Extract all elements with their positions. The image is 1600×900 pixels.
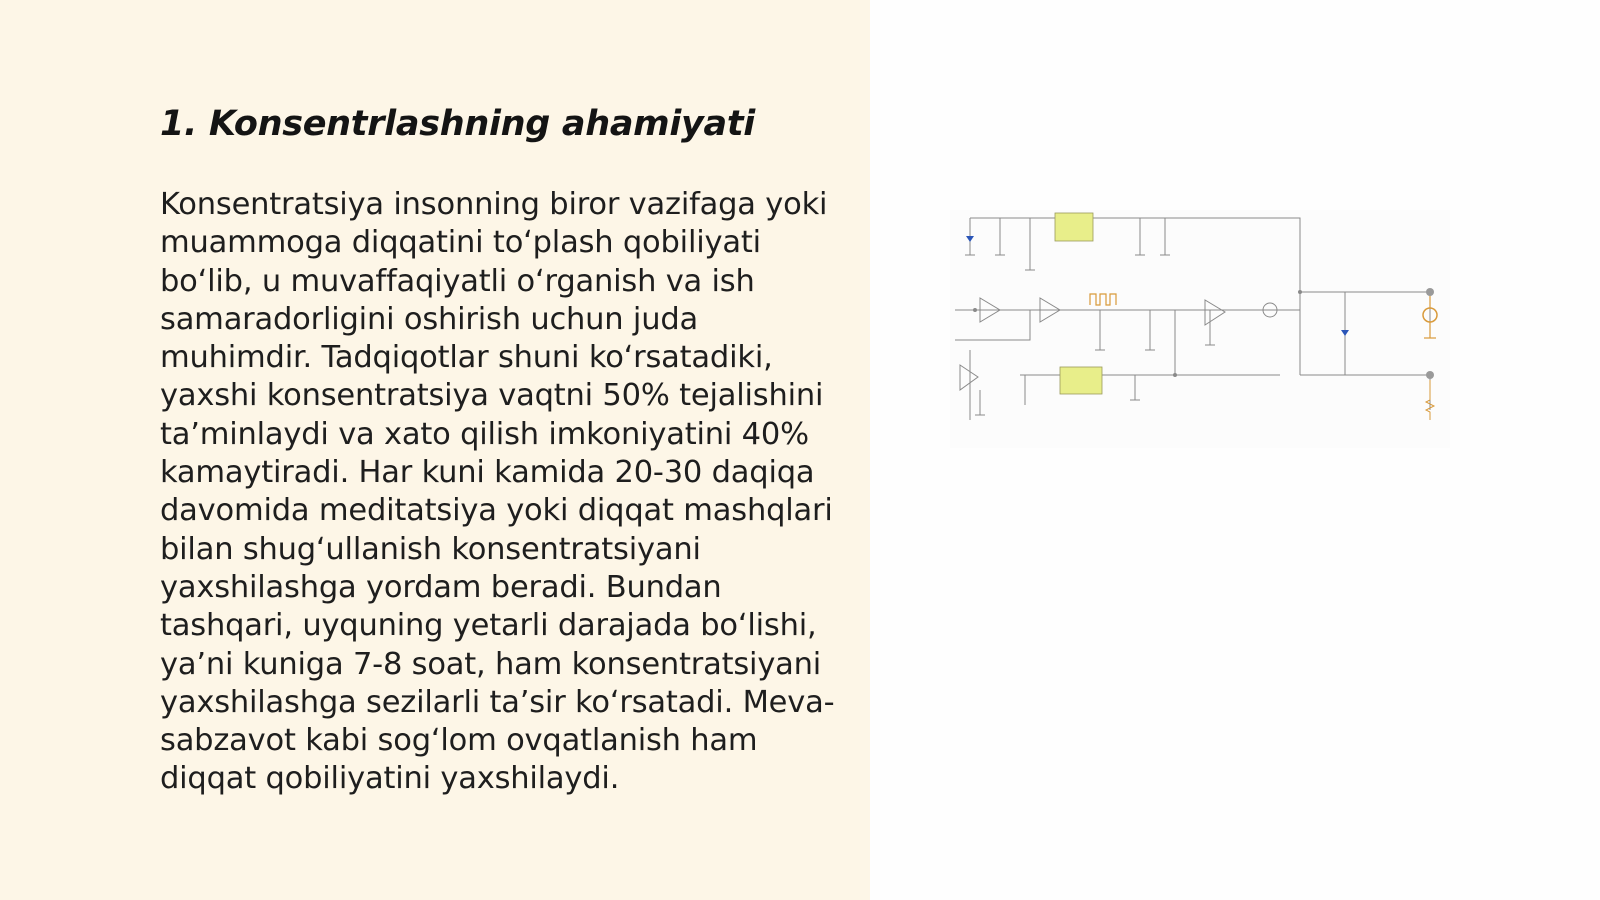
slide-title: 1. Konsentrlashning ahamiyati bbox=[160, 104, 755, 144]
image-panel bbox=[870, 0, 1600, 900]
circuit-schematic-icon bbox=[950, 210, 1450, 448]
slide-body-text: Konsentratsiya insonning biror vazifaga yoki muammoga diqqatini to‘plash qobiliyati bo‘lib, u muvaffaqiyatli o‘rganish va ish samaradorligini oshirish uchun juda muhimdir. Tadqiqotlar shuni ko‘rsatadiki, yaxshi konsentratsiya vaqtni 50% tejalishini ta’minlaydi va xato qilish imkoniyatini 40% kamaytiradi. Har kuni kamida 20-30 daqiqa davomida meditatsiya yoki diqqat mashqlari bilan shug‘ullanish konsentratsiyani yaxshilashga yordam beradi. Bundan tashqari, uyquning yetarli darajada bo‘lishi, ya’ni kuniga 7-8 soat, ham konsentratsiyani yaxshilashga sezilarli ta’sir ko‘rsatadi. Meva-sabzavot kabi sog‘lom ovqatlanish ham diqqat qobiliyatini yaxshilaydi. bbox=[160, 187, 835, 797]
